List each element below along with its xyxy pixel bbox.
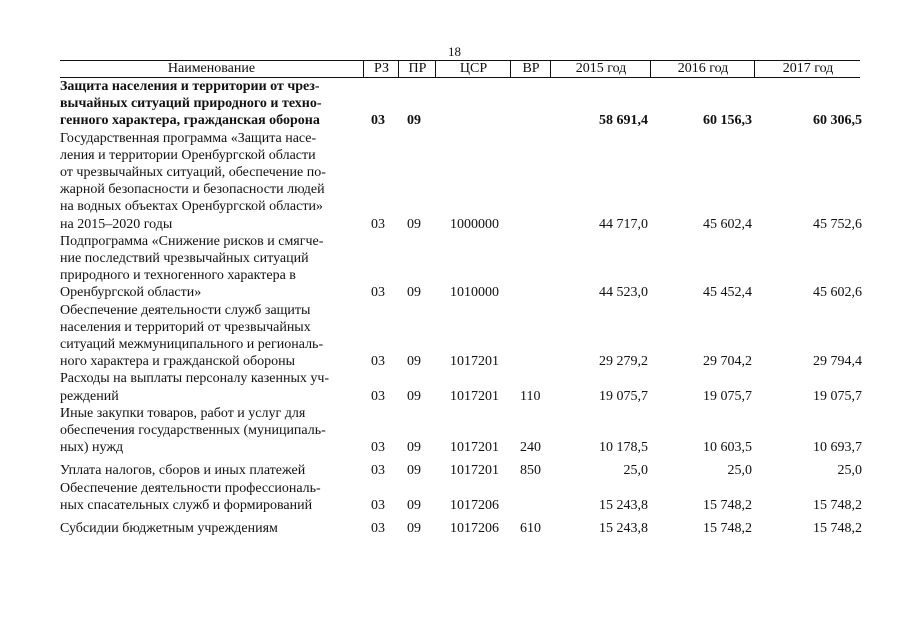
row-csr: 1017206 bbox=[450, 521, 499, 537]
row-2017: 10 693,7 bbox=[813, 440, 862, 456]
row-rz: 03 bbox=[371, 216, 385, 232]
row-vr: 240 bbox=[520, 440, 541, 456]
row-2015: 25,0 bbox=[623, 463, 648, 479]
row-pr: 09 bbox=[407, 285, 421, 301]
row-2017: 15 748,2 bbox=[813, 497, 862, 513]
header-2015: 2015 год bbox=[550, 61, 651, 77]
row-name: Субсидии бюджетным учреждениям bbox=[60, 521, 278, 537]
row-vr: 850 bbox=[520, 463, 541, 479]
table-row bbox=[60, 480, 860, 514]
row-rz: 03 bbox=[371, 497, 385, 513]
row-csr: 1017201 bbox=[450, 354, 499, 370]
row-csr: 1017201 bbox=[450, 440, 499, 456]
row-2015: 19 075,7 bbox=[599, 388, 648, 404]
header-2017: 2017 год bbox=[754, 61, 861, 77]
row-2015: 44 717,0 bbox=[599, 216, 648, 232]
row-name: Защита населения и территории от чрез- вычайных ситуаций природного и техно- генного характера, гражданская оборона bbox=[60, 79, 322, 129]
row-name: Обеспечение деятельности профессиональ- ных спасательных служб и формирований bbox=[60, 480, 321, 513]
table-row bbox=[60, 233, 860, 302]
row-2015: 44 523,0 bbox=[599, 285, 648, 301]
page-number: 18 bbox=[448, 44, 461, 59]
row-pr: 09 bbox=[407, 521, 421, 537]
row-rz: 03 bbox=[371, 285, 385, 301]
row-2017: 45 602,6 bbox=[813, 285, 862, 301]
row-2016: 25,0 bbox=[727, 463, 752, 479]
row-2017: 60 306,5 bbox=[813, 113, 862, 129]
row-vr: 110 bbox=[520, 388, 541, 404]
row-2015: 29 279,2 bbox=[599, 354, 648, 370]
row-rz: 03 bbox=[371, 521, 385, 537]
table-row bbox=[60, 302, 860, 371]
header-name: Наименование bbox=[167, 61, 256, 76]
header-2016: 2016 год bbox=[650, 61, 755, 77]
table-row bbox=[60, 405, 860, 457]
row-2015: 15 243,8 bbox=[599, 521, 648, 537]
header-rz: РЗ bbox=[363, 61, 399, 77]
row-pr: 09 bbox=[407, 463, 421, 479]
header-pr: ПР bbox=[398, 61, 436, 77]
row-name: Государственная программа «Защита насе- ления и территории Оренбургской области от чрезвычайных ситуаций, обеспечение по- жарной безопасности и безопасности людей на водных объектах Оренбургской области» на 2015–2020 годы bbox=[60, 130, 326, 232]
row-pr: 09 bbox=[407, 497, 421, 513]
row-2016: 15 748,2 bbox=[703, 521, 752, 537]
row-name: Уплата налогов, сборов и иных платежей bbox=[60, 463, 306, 479]
header-vr: ВР bbox=[510, 61, 551, 77]
row-name: Подпрограмма «Снижение рисков и смягче- ние последствий чрезвычайных ситуаций природного и техногенного характера в Оренбургской области» bbox=[60, 233, 324, 301]
row-2016: 10 603,5 bbox=[703, 440, 752, 456]
row-rz: 03 bbox=[371, 113, 385, 129]
row-2017: 19 075,7 bbox=[813, 388, 862, 404]
budget-table bbox=[60, 60, 860, 537]
table-row bbox=[60, 370, 860, 404]
table-row bbox=[60, 130, 860, 233]
row-2015: 15 243,8 bbox=[599, 497, 648, 513]
row-2017: 25,0 bbox=[837, 463, 862, 479]
row-2016: 15 748,2 bbox=[703, 497, 752, 513]
row-2016: 45 602,4 bbox=[703, 216, 752, 232]
row-2017: 15 748,2 bbox=[813, 521, 862, 537]
row-csr: 1000000 bbox=[450, 216, 499, 232]
row-pr: 09 bbox=[407, 388, 421, 404]
row-csr: 1010000 bbox=[450, 285, 499, 301]
table-header bbox=[60, 60, 860, 78]
row-2016: 19 075,7 bbox=[703, 388, 752, 404]
row-csr: 1017201 bbox=[450, 388, 499, 404]
row-2015: 58 691,4 bbox=[599, 113, 648, 129]
row-2016: 29 704,2 bbox=[703, 354, 752, 370]
row-rz: 03 bbox=[371, 463, 385, 479]
row-2017: 29 794,4 bbox=[813, 354, 862, 370]
row-pr: 09 bbox=[407, 216, 421, 232]
row-vr: 610 bbox=[520, 521, 541, 537]
row-2016: 45 452,4 bbox=[703, 285, 752, 301]
table-row bbox=[60, 462, 860, 479]
row-csr: 1017206 bbox=[450, 497, 499, 513]
row-rz: 03 bbox=[371, 388, 385, 404]
row-name: Обеспечение деятельности служб защиты населения и территорий от чрезвычайных ситуаций межмуниципального и региональ- ного характера и гражданской обороны bbox=[60, 302, 324, 370]
row-pr: 09 bbox=[407, 440, 421, 456]
row-name: Расходы на выплаты персоналу казенных уч- реждений bbox=[60, 371, 330, 404]
row-pr: 09 bbox=[407, 113, 421, 129]
row-csr: 1017201 bbox=[450, 463, 499, 479]
row-rz: 03 bbox=[371, 440, 385, 456]
row-name: Иные закупки товаров, работ и услуг для обеспечения государственных (муниципаль- ных) нужд bbox=[60, 405, 326, 456]
row-2017: 45 752,6 bbox=[813, 216, 862, 232]
table-row bbox=[60, 78, 860, 130]
row-pr: 09 bbox=[407, 354, 421, 370]
header-csr: ЦСР bbox=[435, 61, 511, 77]
row-rz: 03 bbox=[371, 354, 385, 370]
table-body bbox=[60, 78, 860, 537]
table-row bbox=[60, 520, 860, 537]
row-2015: 10 178,5 bbox=[599, 440, 648, 456]
row-2016: 60 156,3 bbox=[703, 113, 752, 129]
